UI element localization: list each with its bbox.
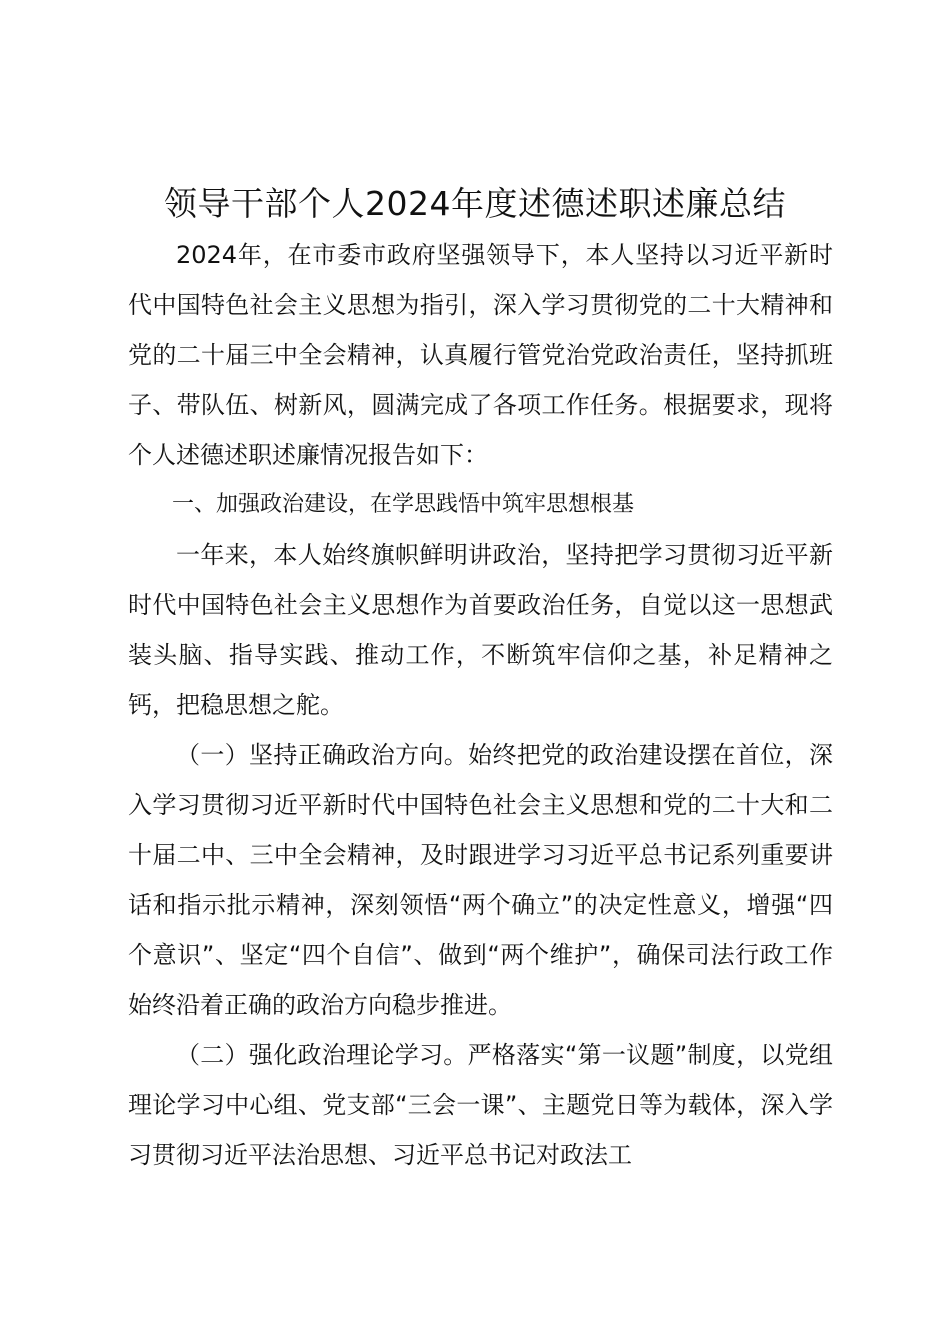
subsection-1-paragraph: （一）坚持正确政治方向。始终把党的政治建设摆在首位，深入学习贯彻习近平新时代中国特色社会主义思想和党的二十大和二十届二中、三中全会精神，及时跟进学习习近平总书记系列重要讲话和指示批示精神，深刻领悟“两个确立”的决定性意义，增强“四个意识”、坚定“四个自信”、做到“两个维护”，确保司法行政工作始终沿着正确的政治方向稳步推进。 — [128, 741, 833, 1019]
document-body — [128, 230, 833, 1180]
section-1-paragraph: 一年来，本人始终旗帜鲜明讲政治，坚持把学习贯彻习近平新时代中国特色社会主义思想作为首要政治任务，自觉以这一思想武装头脑、指导实践、推动工作，不断筑牢信仰之基，补足精神之钙，把稳思想之舵。 — [128, 541, 833, 719]
document-title: 领导干部个人2024年度述德述职述廉总结 — [164, 184, 786, 223]
intro-paragraph: 2024年，在市委市政府坚强领导下，本人坚持以习近平新时代中国特色社会主义思想为指引，深入学习贯彻党的二十大精神和党的二十届三中全会精神，认真履行管党治党政治责任，坚持抓班子、带队伍、树新风，圆满完成了各项工作任务。根据要求，现将个人述德述职述廉情况报告如下： — [128, 241, 833, 469]
subsection-2-paragraph: （二）强化政治理论学习。严格落实“第一议题”制度，以党组理论学习中心组、党支部“三会一课”、主题党日等为载体，深入学习贯彻习近平法治思想、习近平总书记对政法工 — [128, 1041, 833, 1169]
section-heading-1: 一、加强政治建设，在学思践悟中筑牢思想根基 — [172, 492, 635, 517]
